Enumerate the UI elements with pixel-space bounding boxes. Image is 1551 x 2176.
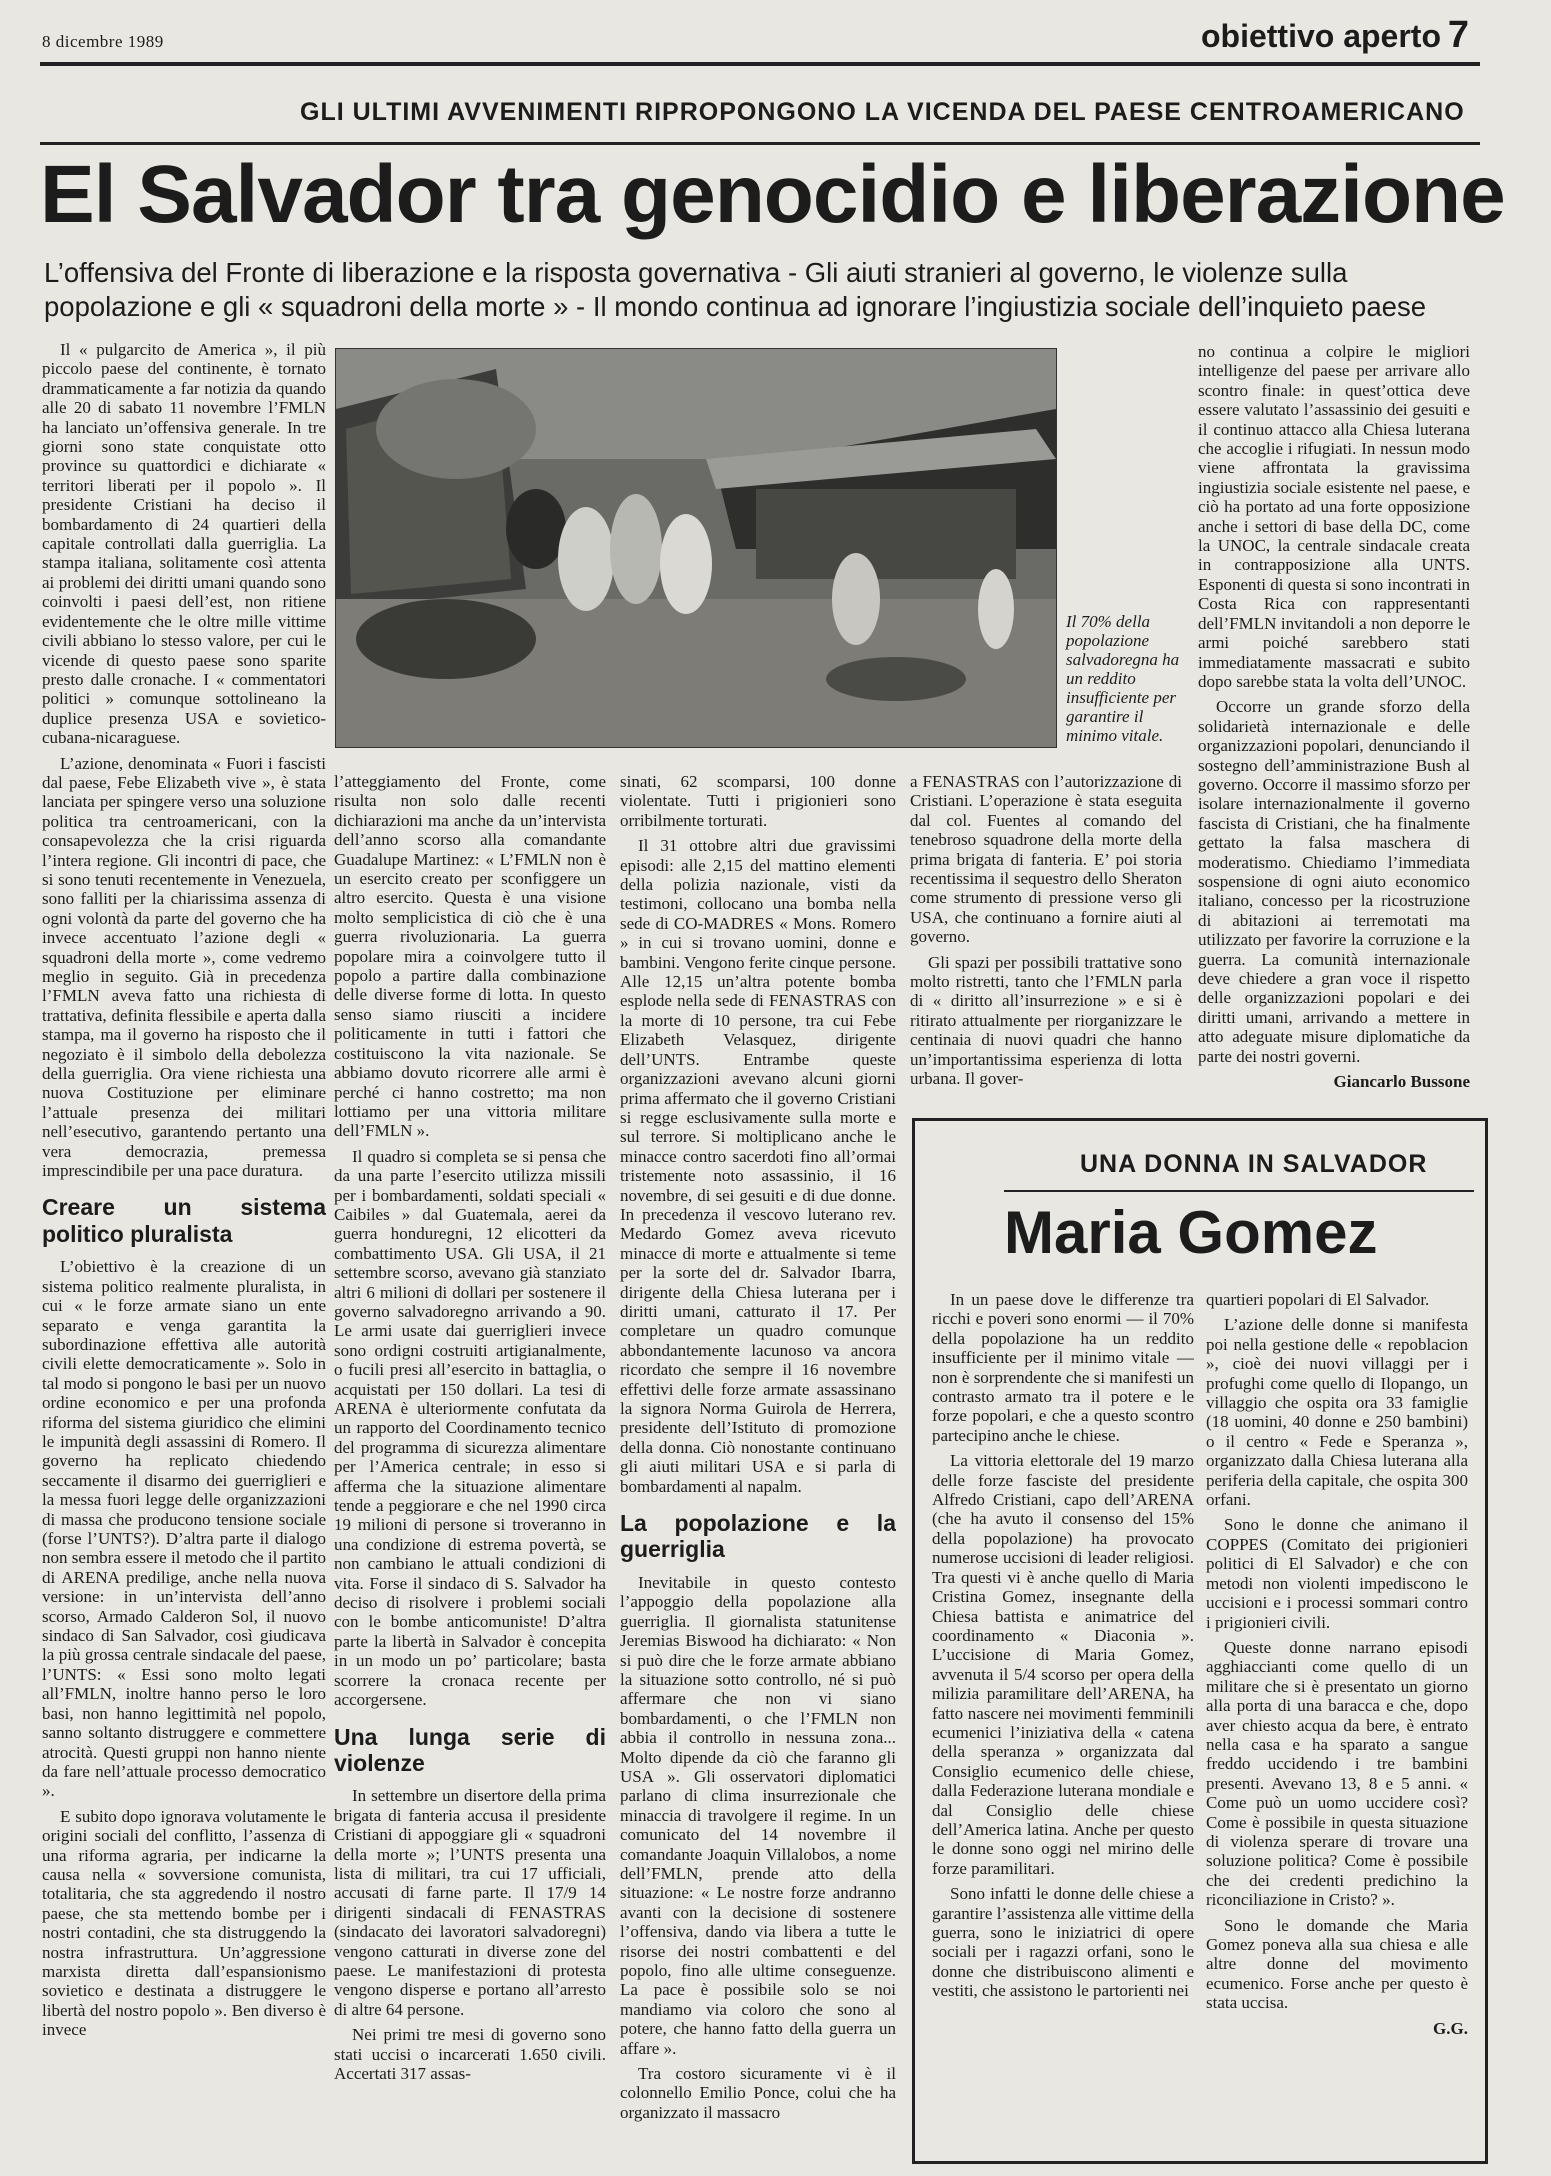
column-4 <box>910 772 1182 1102</box>
sidebar-title: Maria Gomez <box>1004 1199 1378 1266</box>
author-signature: Giancarlo Bussone <box>1333 1072 1470 1092</box>
paragraph: Queste donne narrano episodi agghiaccianti come quello di un militare che si è presentato un giorno alla porta di una baracca e che, dopo aver chiesto acqua da bere, è entrato nella casa e ha sparato a sangue freddo uccidendo i tre bambini presenti. Avevano 13, 8 e 5 anni. « Come può un uomo uccidere così? Come è possibile in questa situazione di violenza sperare di trovare una soluzione politica? Come è possibile che dei credenti predichino la riconciliazione in Cristo? ». <box>1206 1637 1468 1910</box>
sidebar-column-1 <box>932 1290 1194 2150</box>
article-headline: El Salvador tra genocidio e liberazione <box>40 149 1505 240</box>
sidebar-rule <box>1004 1190 1474 1192</box>
article-kicker: GLI ULTIMI AVVENIMENTI RIPROPONGONO LA VICENDA DEL PAESE CENTROAMERICANO <box>300 98 1465 126</box>
kicker-rule <box>40 142 1480 145</box>
paragraph: a FENASTRAS con l’autorizzazione di Cristiani. L’operazione è stata eseguita dal col. Fuentes al comando del tenebroso squadrone della morte della prima brigata di fanteria. E’ poi storia recentissima il sequestro dello Sheraton come strumento di pressione verso gli USA, che continuano a fornire aiuti al governo. <box>910 772 1182 947</box>
masthead: obiettivo aperto <box>1200 18 1441 54</box>
page-number: 7 <box>1447 14 1469 56</box>
paragraph: La vittoria elettorale del 19 marzo delle forze fasciste del presidente Alfredo Cristiani, capo dell’ARENA (che ha avuto il consenso del 15% della popolazione) ha provocato numerose uccisioni di leader religiosi. Tra questi vi è anche quello di Maria Cristina Gomez, insegnante della Chiesa battista e animatrice del coordinamento « Diaconia ». L’uccisione di Maria Gomez, avvenuta il 5/4 scorso per opera della milizia paramilitare dell’ARENA, ha fatto nascere nei movimenti femminili ecumenici l’iniziativa della « catena della speranza » organizzata dal Consiglio ecumenico delle chiese, dalla Federazione luterana mondiale e dal Consiglio delle chiese dell’America latina. Anche per questo le donne sono oggi nel mirino delle forze paramilitari. <box>932 1451 1194 1878</box>
photo-caption: Il 70% della popolazione salvadoregna ha un reddito insufficiente per garantire il minimo vitale. <box>1066 612 1180 745</box>
column-1 <box>42 340 326 2150</box>
paragraph: Il « pulgarcito de America », il più piccolo paese del continente, è tornato drammaticamente a far notizia da quando alle 20 di sabato 11 novembre l’FMLN ha lanciato un’offensiva generale. In tre giorni sono state conquistate otto province su quattordici e dichiarate « territori liberati per il popolo ». Il presidente Cristiani ha deciso il bombardamento di 24 quartieri della capitale controllati dalla guerriglia. La stampa italiana, solitamente così attenta ai problemi dei diritti umani quando sono coinvolti i paesi dell’est, non ritiene evidentemente che le oltre mille vittime civili abbiano lo stesso valore, per cui le vicende di questo paese sono sparite presto dalle cronache. I « commentatori politici » comunque sottolineano la duplice presenza USA e sovietico-cubana-nicaraguese. <box>42 340 326 748</box>
section-heading: La popolazione e la guerriglia <box>620 1510 896 1563</box>
paragraph: L’azione delle donne si manifesta poi nella gestione delle « repoblacion », cioè dei nuovi villaggi per i profughi come quello di Ilopango, un villaggio che ospita ora 33 famiglie (18 uomini, 40 donne e 250 bambini) o il centro « Fede e Speranza », organizzato dalla Chiesa luterana alla periferia della capitale, che ospita 300 orfani. <box>1206 1315 1468 1510</box>
section-heading: Creare un sistema politico pluralista <box>42 1194 326 1247</box>
paragraph: L’obiettivo è la creazione di un sistema politico realmente pluralista, in cui « le forze armate siano un ente separato e venga garantita la subordinazione effettiva alle autorità civili elette democraticamente ». Solo in tal modo si pongono le basi per un nuovo ordine economico e per una profonda riforma del sistema giuridico che elimini le impunità degli assassini di Romero. Il governo ha replicato chiedendo seccamente il disarmo dei guerriglieri e la messa fuori legge delle organizzazioni di massa che producono tensione sociale (forse l’UNTS?). D’altra parte il dialogo non sembra essere il metodo che il partito di ARENA predilige, anche nella nuova versione: in un’intervista dell’anno scorso, Armado Calderon Sol, il nuovo sindaco di San Salvador, così giudicava la più grossa centrale sindacale del paese, l’UNTS: « Essi sono molto legati all’FMLN, inoltre hanno perso le loro basi, non hanno legittimità nel popolo, sanno soltanto distruggere e commettere atrocità. Questi gruppi non hanno niente da fare nell’attuale processo democratico ». <box>42 1257 326 1801</box>
paragraph: Il 31 ottobre altri due gravissimi episodi: alle 2,15 del mattino elementi della polizia nazionale, visti da testimoni, collocano una bomba nella sede di CO-MADRES « Mons. Romero » in cui si trovano uomini, donne e bambini. Vengono ferite cinque persone. Alle 12,15 un’altra potente bomba esplode nella sede di FENASTRAS con la morte di 10 persone, tra cui Febe Elizabeth Velasquez, dirigente dell’UNTS. Entrambe queste organizzazioni avevano alcuni giorni prima affermato che il governo Cristiani si regge esclusivamente sulla morte e sul terrore. Si moltiplicano anche le minacce contro sacerdoti fino all’ormai tristemente noto assassinio, il 16 novembre, di sei gesuiti e di due donne. In precedenza il vescovo luterano rev. Medardo Gomez aveva ricevuto minacce di morte e attualmente si teme per la sorte del dr. Salvador Ibarra, dirigente della Chiesa luterana per i diritti umani, catturato il 17. Per completare un quadro comunque abbondantemente lacunoso va ancora ricordato che sempre il 16 novembre effettivi delle forze armate assassinano la signora Norma Guirola de Herrera, presidente dell’Istituto di promozione della donna. Ciò nonostante continuano gli aiuti militari USA e si parla di bombardamenti al napalm. <box>620 836 896 1496</box>
paragraph: Occorre un grande sforzo della solidarietà internazionale e delle organizzazioni popolari, denunciando il sostegno dell’amministrazione Bush al governo. Occorre il massimo sforzo per isolare internazionalmente il governo fascista di Cristiani, che ha finalmente gettato la falsa maschera di moderatismo. Chiediamo l’immediata sospensione di ogni aiuto economico italiano, concesso per la ricostruzione di abitazioni ai terremotati ma utilizzato per favorire la corruzione e la guerra. La comunità internazionale deve chiedere a gran voce il rispetto delle organizzazioni popolari e dei diritti umani, arrivando a mettere in atto adeguate misure diplomatiche da parte dei nostri governi. <box>1198 697 1470 1066</box>
paragraph: Sono le donne che animano il COPPES (Comitato dei prigionieri politici di El Salvador) e che con metodi non violenti impediscono le uccisioni e i processi sommari contro i prigionieri civili. <box>1206 1515 1468 1632</box>
paragraph: In un paese dove le differenze tra ricchi e poveri sono enormi — il 70% della popolazione ha un reddito insufficiente per il minimo vitale — non è sorprendente che si manifesti un contrasto armato tra il potere e le forze popolari, e che a questo scontro partecipino anche le chiese. <box>932 1290 1194 1445</box>
sidebar-kicker: UNA DONNA IN SALVADOR <box>1080 1150 1428 1178</box>
paragraph: Nei primi tre mesi di governo sono stati uccisi o incarcerati 1.650 civili. Accertati 317 assas- <box>334 2025 606 2084</box>
paragraph: Inevitabile in questo contesto l’appoggio della popolazione alla guerriglia. Il giornalista statunitense Jeremias Biswood ha dichiarato: « Non si può dire che le forze armate abbiano la situazione sotto controllo, né si può affermare che non vi siano bombardamenti, o che l’FMLN non abbia il controllo in nessuna zona... Molto dipende da ciò che faranno gli USA ». Gli osservatori diplomatici parlano di clima insurrezionale che minaccia di travolgere il regime. In un comunicato del 14 novembre il comandante Joaquin Villalobos, a nome dell’FMLN, prende atto della situazione: « Le nostre forze andranno avanti con la decisione di sostenere l’offensiva, dando via libera a tutte le risorse dei nostri combattenti e del popolo, fino alle ultime conseguenze. La pace è possibile solo se noi mandiamo via coloro che sono al potere, che hanno fatto della guerra un affare ». <box>620 1572 896 2058</box>
photo-illustration <box>336 349 1056 747</box>
paragraph: Il quadro si completa se si pensa che da una parte l’esercito utilizza missili per i bombardamenti, soldati speciali « Caibiles » dal Guatemala, aerei da guerra honduregni, 12 elicotteri da combattimento USA. Gli USA, il 21 settembre scorso, avevano già stanziato altri 6 milioni di dollari per sostenere il governo salvadoregno arrivando a 90. Le armi usate dai guerriglieri invece sono ordigni costruiti artigianalmente, o fucili presi all’esercito in battaglia, o acquistati per 150 dollari. La tesi di ARENA è ulteriormente confutata da un rapporto del Coordinamento tecnico del programma di sicurezza alimentare per l’America centrale; in esso si afferma che la situazione alimentare tende a peggiorare e che nel 1990 circa 19 milioni di persone si troveranno in una condizione di estrema povertà, se non cambiano le attuali condizioni di vita. Forse il sindaco di S. Salvador ha deciso di risolvere i problemi sociali con le bombe anticomuniste! D’altra parte la libertà in Salvador è concepita in un modo un po’ particolare; basta scorrere la cronaca recente per accorgersene. <box>334 1146 606 1710</box>
column-3 <box>620 772 896 2152</box>
paragraph: Gli spazi per possibili trattative sono molto ristretti, tanto che l’FMLN parla di « diritto all’insurrezione » e si è ritirato attualmente per riorganizzare le centinaia di nuovi quadri che hanno un’importantissima esperienza di lotta urbana. Il gover- <box>910 952 1182 1089</box>
paragraph: l’atteggiamento del Fronte, come risulta non solo dalle recenti dichiarazioni ma anche da un’intervista dell’anno scorso alla comandante Guadalupe Martinez: « L’FMLN non è un esercito creato per sconfiggere un altro esercito. Questa è una visione molto semplicistica di ciò che è una guerra rivoluzionaria. La guerra popolare mira a coinvolgere tutto il popolo a partire dalla combinazione delle diverse forme di lotta. In questo senso siamo riusciti a incidere politicamente in tutti i fattori che costituiscono la vita nazionale. Se abbiamo dovuto ricorrere alle armi è perché ci hanno costretto; ma non lottiamo per una vittoria militare dell’FMLN ». <box>334 772 606 1141</box>
column-2 <box>334 772 606 2152</box>
top-rule <box>40 62 1480 66</box>
paragraph: L’azione, denominata « Fuori i fascisti dal paese, Febe Elizabeth vive », è stata lanciata per spingere verso una soluzione politica tra centroamericani, con la consapevolezza che la crisi riguarda l’intera regione. Gli incontri di pace, che si sono tenuti recentemente in Venezuela, sono falliti per la chiarissima assenza di ogni volontà da parte del governo che ha invece accentuato l’azione degli « squadroni della morte », come vedremo meglio in seguito. Già in precedenza l’FMLN aveva fatto una richiesta di trattativa, definita flessibile e aperta dalla stampa, ma il governo ha risposto che il negoziato è il simbolo della debolezza della guerriglia. Ora viene richiesta una nuova Costituzione per eliminare l’attuale presenza dei militari nell’esecutivo, garantendo pertanto una vera democrazia, premessa imprescindibile per una pace duratura. <box>42 753 326 1181</box>
paragraph: no continua a colpire le migliori intelligenze del paese per arrivare allo scontro finale: in quest’ottica deve essere valutato l’assassinio dei gesuiti e il continuo attacco alla Chiesa luterana che accoglie i rifugiati. In nessun modo viene affrontata la gravissima ingiustizia sociale esistente nel paese, e ciò ha portato ad una forte opposizione anche i settori di base della DC, come la UNOC, la centrale sindacale creata in contrapposizione alla UNTS. Esponenti di questa si sono incontrati in Costa Rica con rappresentanti dell’FMLN invitandoli a non deporre le armi poiché sarebbero stati immediatamente massacrati e subito dopo sarebbe stata la volta dell’UNOC. <box>1198 342 1470 691</box>
sidebar-column-2 <box>1206 1290 1468 2150</box>
paragraph: Sono le domande che Maria Gomez poneva alla sua chiesa e alle altre donne del movimento ecumenico. Forse anche per questo è stata uccisa. <box>1206 1915 1468 2013</box>
column-5 <box>1198 342 1470 1102</box>
paragraph: E subito dopo ignorava volutamente le origini sociali del conflitto, l’assenza di una riforma agraria, per indicarne la causa nella « sovversione comunista, totalitaria, che sta aggredendo il nostro paese, che sta mettendo bombe per i nostri contadini, che sta distruggendo la nostra infrastruttura. Un’aggressione marxista diretta dall’espansionismo sovietico e destinata a distruggere le libertà del nostro popolo ». Ben diverso è invece <box>42 1806 326 2040</box>
author-signature: G.G. <box>1433 2018 1468 2038</box>
article-subhead: L’offensiva del Fronte di liberazione e la risposta governativa - Gli aiuti stranieri al governo, le violenze sulla popolazione e gli « squadroni della morte » - Il mondo continua ad ignorare l’ingiustizia sociale dell’inquieto paese <box>44 257 1426 322</box>
paragraph: sinati, 62 scomparsi, 100 donne violentate. Tutti i prigionieri sono orribilmente torturati. <box>620 772 896 830</box>
paragraph: In settembre un disertore della prima brigata di fanteria accusa il presidente Cristiani di appoggiare gli « squadroni della morte »; l’UNTS presenta una lista di militari, tra cui 17 ufficiali, accusati di farne parte. Il 17/9 14 dirigenti sindacali di FENASTRAS (sindacato dei lavoratori salvadoregni) vengono catturati in diverse zone del paese. Le manifestazioni di protesta vengono disperse e portano all’arresto di altre 64 persone. <box>334 1786 606 2019</box>
article-photo <box>335 348 1057 748</box>
issue-date: 8 dicembre 1989 <box>42 32 164 51</box>
section-heading: Una lunga serie di violenze <box>334 1723 606 1776</box>
paragraph: quartieri popolari di El Salvador. <box>1206 1290 1430 1309</box>
paragraph: Sono infatti le donne delle chiese a garantire l’assistenza alle vittime della guerra, sono le iniziatrici di opere sociali per i ragazzi orfani, sono le donne che distribuiscono alimenti e vestiti, che assistono le partorienti nei <box>932 1884 1194 2001</box>
paragraph: Tra costoro sicuramente vi è il colonnello Emilio Ponce, colui che ha organizzato il massacro <box>620 2064 896 2122</box>
